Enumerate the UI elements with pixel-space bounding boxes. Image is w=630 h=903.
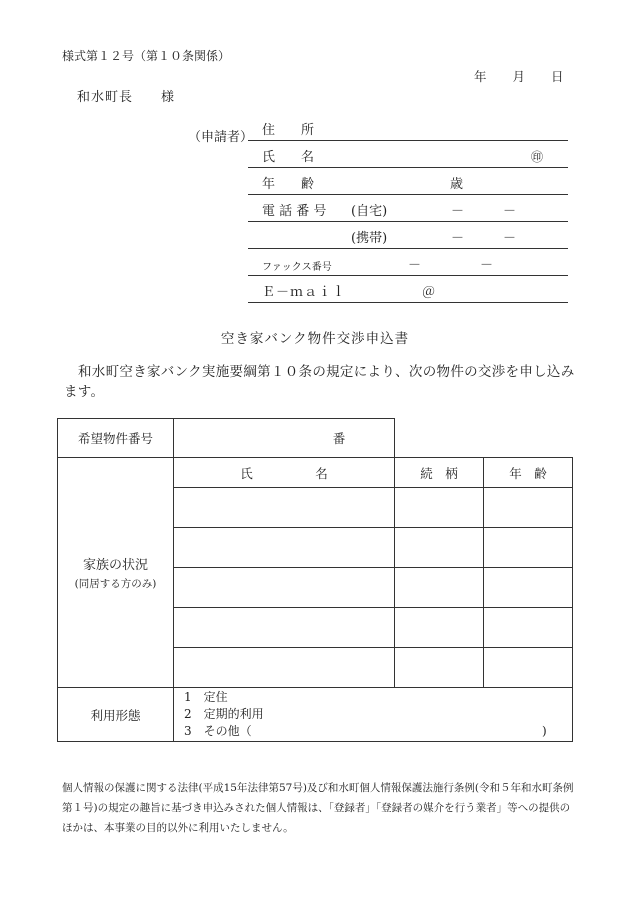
family-age-input[interactable]: [484, 568, 573, 608]
mobile-phone-field[interactable]: [248, 228, 568, 249]
home-label: (自宅): [351, 204, 388, 219]
property-number-input[interactable]: [174, 419, 395, 458]
age-unit: 歳: [450, 177, 464, 192]
seal-mark: ㊞: [531, 150, 544, 164]
column-header-name: 氏 名: [174, 458, 395, 488]
usage-label: 利用形態: [58, 688, 174, 742]
date-day: 日: [551, 69, 564, 84]
family-label-cell: [58, 458, 174, 688]
address-field[interactable]: [248, 120, 568, 141]
email-at: ＠: [422, 285, 436, 300]
fax-separator-2: －: [480, 258, 494, 273]
family-table: [57, 418, 573, 742]
family-relation-input[interactable]: [395, 648, 484, 688]
family-name-input[interactable]: [174, 568, 395, 608]
home-phone-separators: － －: [451, 204, 517, 219]
name-label: 氏 名: [262, 150, 315, 165]
addressee: 和水町長 様: [77, 90, 176, 105]
usage-option-periodic[interactable]: 2 定期的利用: [184, 707, 264, 721]
column-header-age: 年 齢: [484, 458, 573, 488]
document-title: 空き家バンク物件交渉申込書: [220, 331, 410, 347]
family-label: 家族の状況: [82, 558, 148, 573]
family-name-input[interactable]: [174, 528, 395, 568]
family-name-input[interactable]: [174, 488, 395, 528]
form-number: 様式第１２号（第１０条関係）: [62, 49, 231, 63]
date-year: 年: [474, 69, 487, 84]
usage-option-other[interactable]: [184, 723, 572, 740]
name-field[interactable]: [248, 147, 568, 168]
family-relation-input[interactable]: [395, 488, 484, 528]
family-note: (同居する方のみ): [74, 578, 157, 590]
usage-option-other-close: ): [542, 724, 547, 738]
date-line: [474, 67, 564, 85]
privacy-note: 個人情報の保護に関する法律(平成15年法律第57号)及び和水町個人情報保護法施行条例(令和５年和水町条例第１号)の規定の趣旨に基づき申込みされた個人情報は、「登録者」「登録者の媒介を行う業者」等への提供のほかは、本事業の目的以外に利用いたしません。: [62, 782, 574, 834]
family-relation-input[interactable]: [395, 568, 484, 608]
usage-option-settle[interactable]: 1 定住: [184, 690, 228, 704]
email-label: Ｅ－ｍａｉｌ: [262, 285, 347, 300]
age-field[interactable]: [248, 174, 568, 195]
home-phone-field[interactable]: [248, 201, 568, 222]
email-field[interactable]: [248, 282, 568, 303]
family-relation-input[interactable]: [395, 608, 484, 648]
applicant-label: （申請者）: [188, 130, 254, 145]
usage-options: [174, 688, 573, 742]
column-header-relation: 続 柄: [395, 458, 484, 488]
property-number-label: 希望物件番号: [58, 419, 174, 458]
intro-text: 和水町空き家バンク実施要綱第１０条の規定により、次の物件の交渉を申し込みます。: [64, 364, 575, 400]
fax-label: ファックス番号: [262, 262, 332, 273]
family-age-input[interactable]: [484, 608, 573, 648]
address-label: 住 所: [262, 123, 315, 138]
family-name-input[interactable]: [174, 648, 395, 688]
mobile-phone-separators: － －: [451, 231, 517, 246]
date-month: 月: [512, 69, 526, 84]
fax-separator-1: －: [408, 258, 422, 273]
phone-label: 電 話 番 号: [262, 204, 327, 219]
property-number-unit: 番: [332, 431, 346, 446]
family-age-input[interactable]: [484, 528, 573, 568]
blank-cell: [395, 419, 573, 458]
fax-field[interactable]: [248, 255, 568, 276]
family-name-input[interactable]: [174, 608, 395, 648]
age-label: 年 齢: [262, 177, 315, 192]
family-age-input[interactable]: [484, 648, 573, 688]
family-age-input[interactable]: [484, 488, 573, 528]
mobile-label: (携帯): [351, 231, 388, 246]
family-relation-input[interactable]: [395, 528, 484, 568]
usage-option-other-label: 3 その他（: [184, 724, 252, 738]
